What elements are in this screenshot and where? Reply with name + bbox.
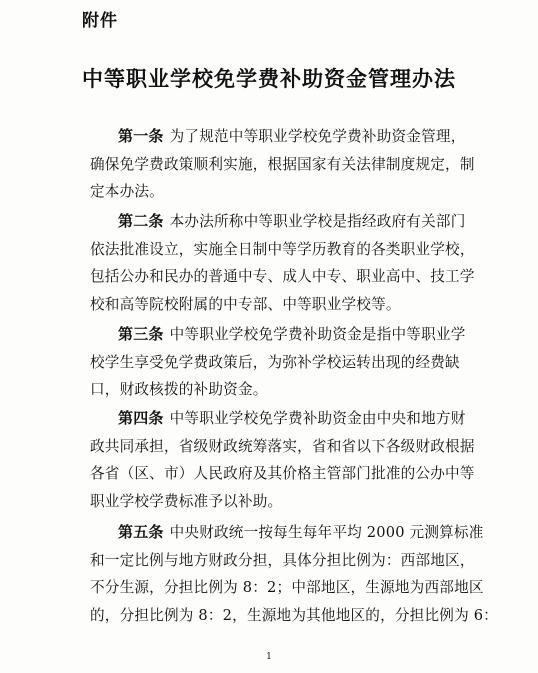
article-1-line-3: 定本办法。 bbox=[90, 183, 164, 200]
article-5-line-3: 不分生源，分担比例为 8：2；中部地区，生源地为西部地区 bbox=[90, 579, 484, 596]
page-number: 1 bbox=[266, 652, 272, 662]
article-5-line-2: 和一定比例与地方财政分担，具体分担比例为：西部地区， bbox=[90, 551, 475, 569]
article-2-line-3: 包括公办和民办的普通中专、成人中专、职业高中、技工学 bbox=[90, 268, 475, 285]
article-3-line-3: 口，财政核拨的补助资金。 bbox=[90, 381, 268, 398]
article-1-line-1: 为了规范中等职业学校免学费补助资金管理， bbox=[169, 128, 466, 145]
article-4-line-4: 职业学校学费标准予以补助。 bbox=[90, 492, 283, 510]
article-3-line-2: 校学生享受免学费政策后，为弥补学校运转出现的经费缺 bbox=[90, 353, 460, 371]
article-2-line-2: 依法批准设立，实施全日制中等学历教育的各类职业学校， bbox=[90, 240, 475, 258]
article-5 bbox=[90, 519, 498, 629]
article-3-line-1: 中等职业学校免学费补助资金是指中等职业学 bbox=[169, 326, 466, 343]
article-4 bbox=[90, 405, 475, 515]
attachment-label: 附件 bbox=[82, 11, 118, 31]
article-4-label: 第四条 bbox=[118, 409, 164, 427]
article-2 bbox=[90, 208, 475, 318]
article-1 bbox=[90, 123, 475, 206]
article-4-line-3: 各省（区、市）人民政府及其价格主管部门批准的公办中等 bbox=[90, 465, 475, 482]
article-4-line-2: 政共同承担，省级财政统筹落实，省和省以下各级财政根据 bbox=[90, 437, 475, 455]
article-2-label: 第二条 bbox=[118, 212, 164, 230]
document-title: 中等职业学校免学费补助资金管理办法 bbox=[82, 66, 456, 91]
article-4-line-1: 中等职业学校免学费补助资金由中央和地方财 bbox=[169, 410, 466, 427]
article-1-label: 第一条 bbox=[118, 127, 164, 145]
article-2-line-4: 校和高等院校附属的中专部、中等职业学校等。 bbox=[90, 295, 401, 313]
article-2-line-1: 本办法所称中等职业学校是指经政府有关部门 bbox=[169, 213, 466, 230]
article-5-label: 第五条 bbox=[118, 523, 164, 541]
article-5-line-1: 中央财政统一按每生每年平均 2000 元测算标准 bbox=[169, 524, 484, 541]
article-3 bbox=[90, 321, 472, 404]
article-3-label: 第三条 bbox=[118, 325, 164, 343]
article-5-line-4: 的，分担比例为 8：2，生源地为其他地区的，分担比例为 6： bbox=[90, 606, 498, 624]
article-1-line-2: 确保免学费政策顺利实施，根据国家有关法律制度规定，制 bbox=[90, 155, 475, 173]
